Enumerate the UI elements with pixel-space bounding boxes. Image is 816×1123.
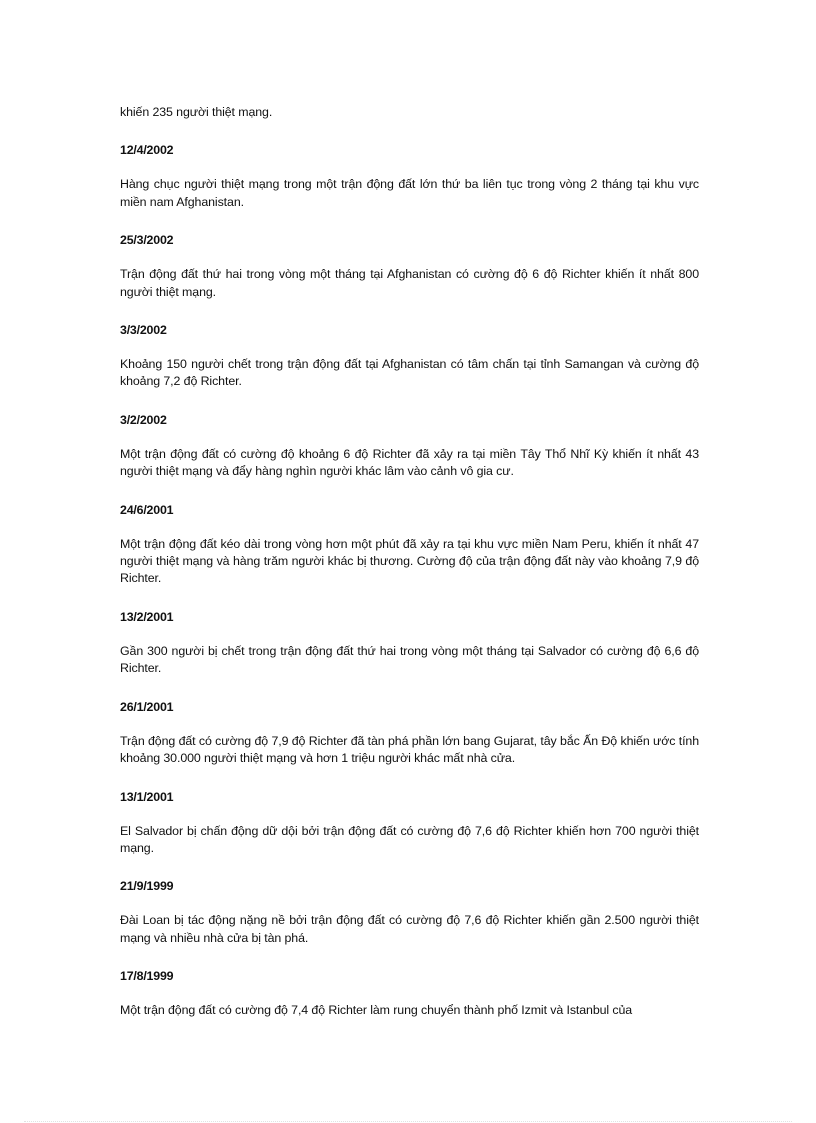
entry-text: Gần 300 người bị chết trong trận động đất thứ hai trong vòng một tháng tại Salvador có cường độ 6,6 độ Richter. — [120, 643, 699, 676]
entry-3-3-2002 — [120, 322, 699, 391]
entry-date: 26/1/2001 — [120, 699, 174, 714]
entry-date: 21/9/1999 — [120, 879, 174, 894]
entry-25-3-2002 — [120, 232, 699, 301]
entry-text: Trận động đất thứ hai trong vòng một tháng tại Afghanistan có cường độ 6 độ Richter khiến ít nhất 800 người thiệt mạng. — [120, 267, 699, 299]
entry-date: 13/1/2001 — [120, 789, 174, 804]
entry-text: Một trận động đất có cường độ 7,4 độ Richter làm rung chuyển thành phố Izmit và Istanbul của — [120, 1003, 633, 1018]
entry-text: Khoảng 150 người chết trong trận động đất tại Afghanistan có tâm chấn tại tỉnh Samangan và cường độ khoảng 7,2 độ Richter. — [120, 357, 699, 389]
entry-text: Hàng chục người thiệt mạng trong một trận động đất lớn thứ ba liên tục trong vòng 2 tháng tại khu vực miền nam Afghanistan. — [120, 177, 699, 209]
entry-text: Một trận động đất có cường độ khoảng 6 độ Richter đã xảy ra tại miền Tây Thổ Nhĩ Kỳ khiến ít nhất 43 người thiệt mạng và đẩy hàng nghìn người khác lâm vào cảnh vô gia cư. — [120, 446, 699, 479]
entry-date: 13/2/2001 — [120, 609, 174, 624]
document-body — [120, 104, 699, 1041]
entry-21-9-1999 — [120, 878, 699, 947]
entry-date: 3/2/2002 — [120, 412, 167, 427]
entry-13-2-2001 — [120, 609, 699, 678]
lead-paragraph: khiến 235 người thiệt mạng. — [120, 105, 273, 119]
entry-date: 24/6/2001 — [120, 502, 174, 517]
entry-date: 17/8/1999 — [120, 969, 174, 984]
page-bottom-divider — [24, 1121, 792, 1122]
entry-date: 12/4/2002 — [120, 143, 174, 158]
entry-26-1-2001 — [120, 699, 699, 768]
entry-17-8-1999 — [120, 968, 699, 1019]
entry-13-1-2001 — [120, 789, 699, 858]
entry-date: 25/3/2002 — [120, 233, 174, 248]
entry-12-4-2002 — [120, 142, 699, 211]
entry-text: Một trận động đất kéo dài trong vòng hơn một phút đã xảy ra tại khu vực miền Nam Peru, khiến ít nhất 47 người thiệt mạng và hàng trăm người khác bị thương. Cường độ của trận động đất này vào khoảng 7,9 độ Richter. — [120, 536, 699, 586]
entry-text: Đài Loan bị tác động nặng nề bởi trận động đất có cường độ 7,6 độ Richter khiến gần 2.500 người thiệt mạng và nhiều nhà cửa bị tàn phá. — [120, 913, 699, 945]
entry-date: 3/3/2002 — [120, 323, 167, 338]
entry-3-2-2002 — [120, 412, 699, 481]
entry-text: Trận động đất có cường độ 7,9 độ Richter đã tàn phá phần lớn bang Gujarat, tây bắc Ấn Độ khiến ước tính khoảng 30.000 người thiệt mạng và hơn 1 triệu người khác mất nhà cửa. — [120, 733, 699, 766]
entry-text: El Salvador bị chấn động dữ dội bởi trận động đất có cường độ 7,6 độ Richter khiến hơn 700 người thiệt mạng. — [120, 823, 699, 855]
entry-24-6-2001 — [120, 502, 699, 588]
